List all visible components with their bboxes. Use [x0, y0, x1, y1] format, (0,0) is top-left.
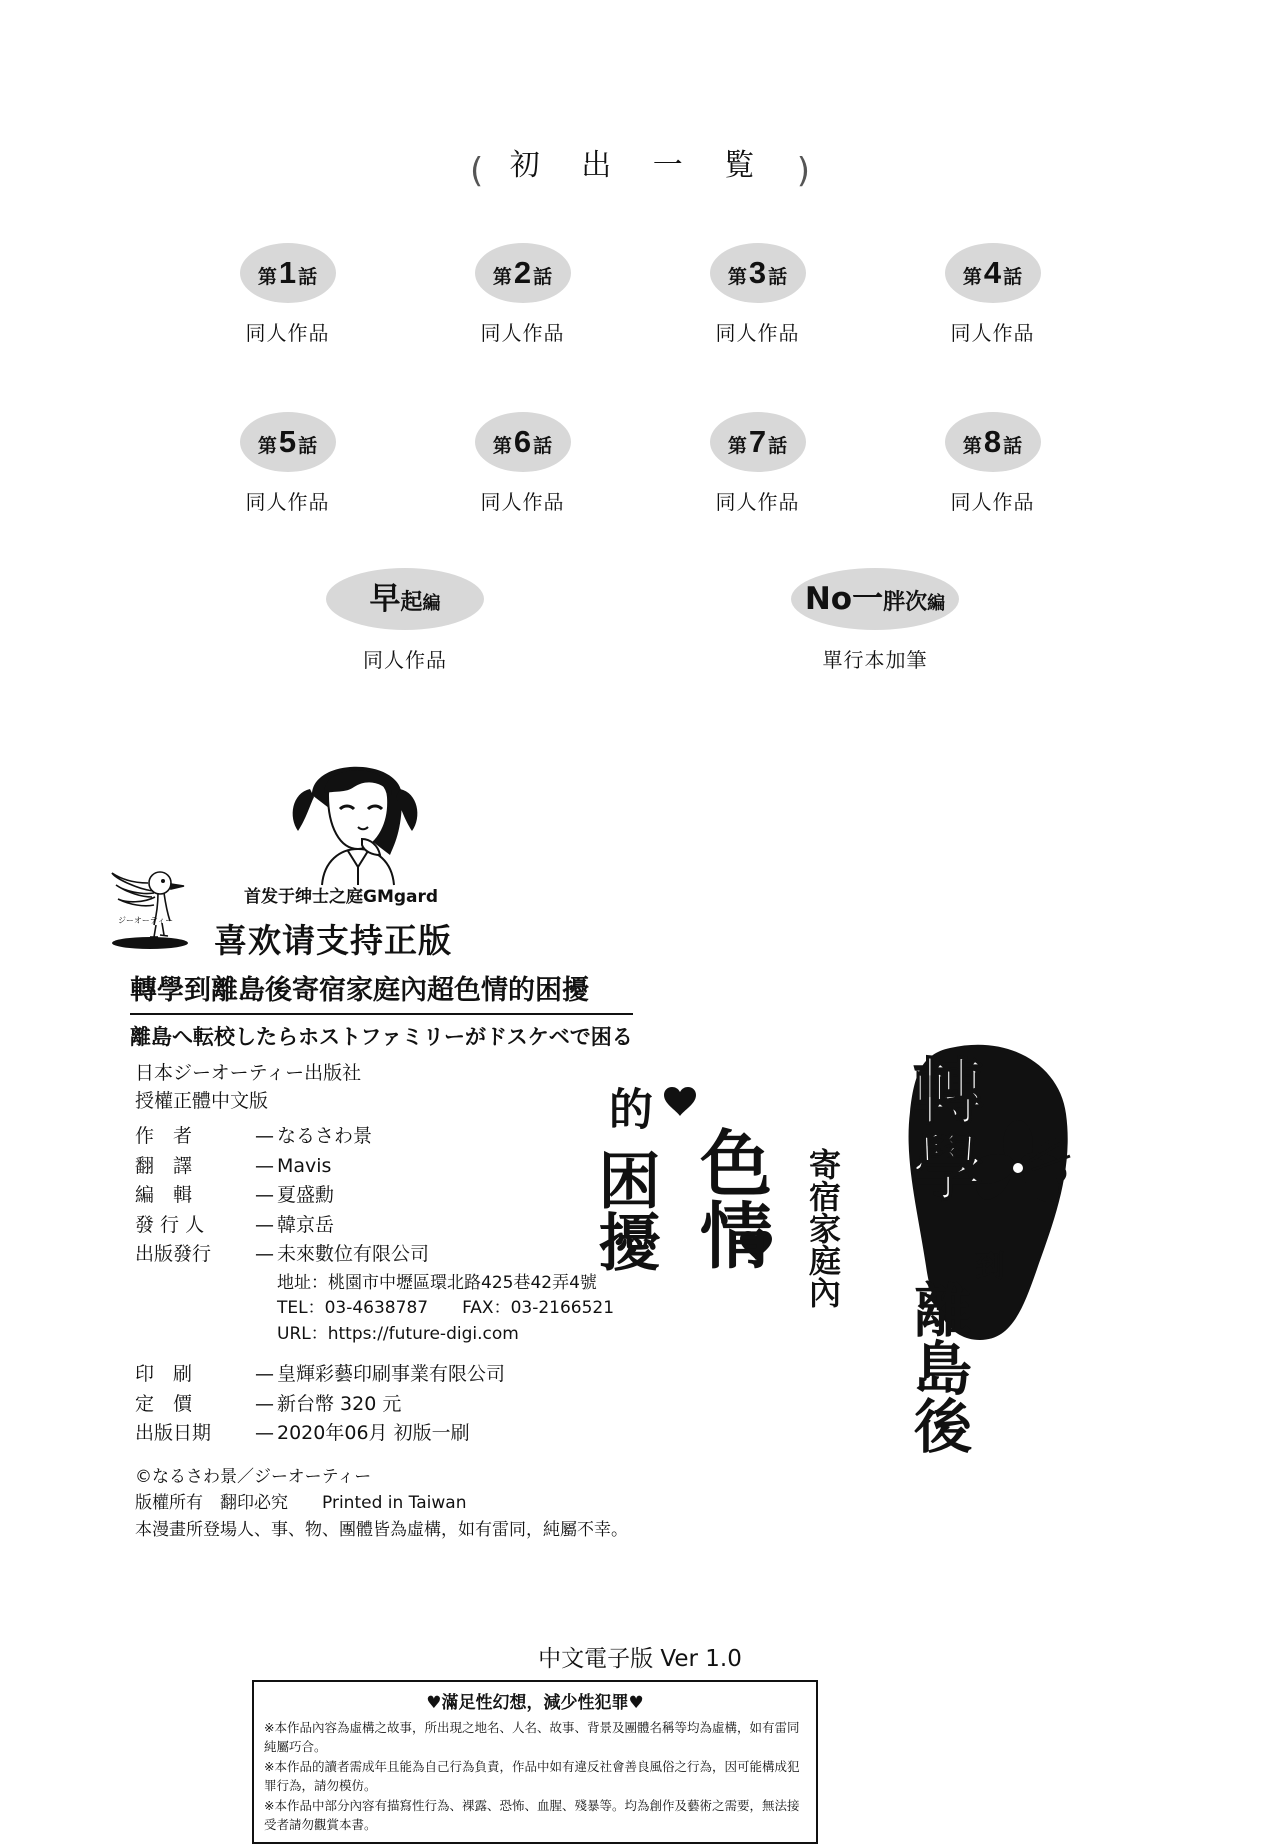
special-chapter-badge [791, 568, 959, 630]
chapter-source: 同人作品 [715, 490, 800, 514]
imprint-dash: — [255, 1125, 274, 1148]
legal-notice-box [252, 1680, 818, 1844]
chapter-suffix: 話 [298, 435, 318, 457]
chapter-number: 6 [513, 424, 532, 459]
imprint-dash: — [255, 1213, 274, 1236]
brace-right-decoration: ) [796, 150, 811, 191]
chapter-source: 同人作品 [245, 321, 330, 345]
chapter-suffix: 話 [768, 435, 788, 457]
girl-character-illustration [262, 735, 452, 895]
cover-logo-col-main: 轉學 [900, 1054, 984, 1206]
chapter-prefix: 第 [727, 435, 747, 457]
chapter-entry [405, 412, 640, 515]
notice-headline: ♥滿足性幻想，減少性犯罪♥ [426, 1693, 644, 1713]
chapter-prefix: 第 [257, 435, 277, 457]
imprint-phone: TEL：03-4638787 FAX：03-2166521 [277, 1298, 615, 1319]
imprint-label: 印 刷 [135, 1363, 193, 1386]
chapter-suffix: 話 [298, 266, 318, 288]
special-chapter-suffix: 編 [927, 593, 946, 614]
cover-logo-col-island: 離島後 [904, 1280, 972, 1454]
chapter-suffix: 話 [768, 266, 788, 288]
chapter-badge [240, 243, 336, 303]
chapter-number: 5 [278, 424, 297, 459]
imprint-url[interactable]: URL：https://future-digi.com [277, 1323, 519, 1344]
chapter-number: 2 [513, 255, 532, 290]
imprint-address: 地址：桃園市中壢區環北路425巷42弄4號 [277, 1272, 597, 1293]
chapter-source: 同人作品 [480, 490, 565, 514]
imprint-value: Mavis [277, 1154, 332, 1177]
cover-title-logo [560, 1040, 1100, 1460]
chapter-prefix: 第 [727, 266, 747, 288]
imprint-label: 作 者 [135, 1125, 193, 1148]
chapter-suffix: 話 [1003, 266, 1023, 288]
svg-text:ジーオーティー: ジーオーティー [118, 916, 174, 925]
special-chapter-title: No一 [804, 581, 884, 617]
notice-line: ※本作品中部分內容有描寫性行為、裸露、恐怖、血腥、殘暴等。均為創作及藝術之需要，無法接受者請勿觀賞本書。 [264, 1797, 800, 1832]
imprint-label: 發 行 人 [135, 1213, 205, 1236]
promo-support-text: 喜欢请支持正版 [214, 921, 452, 960]
chapter-badge [475, 243, 571, 303]
legal-rights: 版權所有 翻印必究 Printed in Taiwan [135, 1493, 467, 1514]
special-chapter-title-2: 胖次 [883, 590, 928, 615]
cover-logo-col-trouble: 困擾 [588, 1148, 661, 1272]
digital-version-label: 中文電子版 Ver 1.0 [538, 1646, 742, 1672]
chapter-list [170, 243, 1110, 581]
legal-copyright: ©なるさわ景／ジーオーティー [135, 1466, 372, 1487]
imprint-value: 皇輝彩藝印刷事業有限公司 [277, 1363, 506, 1386]
special-chapter-title: 早 [369, 581, 401, 617]
chapter-source: 同人作品 [245, 490, 330, 514]
chapter-source: 同人作品 [715, 321, 800, 345]
chapter-entry [170, 243, 405, 346]
imprint-label: 出版日期 [135, 1422, 212, 1445]
special-chapter-list [170, 568, 1110, 673]
chapter-entry [875, 243, 1110, 346]
chapter-prefix: 第 [492, 266, 512, 288]
promo-title-japanese: 離島へ転校したらホストファミリーがドスケベで困る [130, 1013, 633, 1051]
chapter-suffix: 話 [533, 435, 553, 457]
imprint-dash: — [255, 1392, 274, 1415]
cover-logo-col-super: 超 [708, 1054, 778, 1114]
chapter-prefix: 第 [492, 435, 512, 457]
chapter-badge [240, 412, 336, 472]
promo-block [130, 882, 750, 1051]
chapter-number: 7 [748, 424, 767, 459]
imprint-label: 編 輯 [135, 1184, 193, 1207]
chapter-number: 3 [748, 255, 767, 290]
special-chapter-suffix: 編 [422, 593, 441, 614]
special-chapter-source: 同人作品 [363, 648, 447, 672]
special-chapter-source: 單行本加筆 [822, 648, 928, 672]
cover-logo-col-de: 的 [601, 1086, 652, 1130]
chapter-badge [945, 412, 1041, 472]
cover-logo-col-erotic: 色情 [688, 1126, 772, 1270]
chapter-prefix: 第 [257, 266, 277, 288]
imprint-value: 夏盛勳 [277, 1184, 335, 1207]
chapter-source: 同人作品 [950, 321, 1035, 345]
imprint-dash: — [255, 1154, 274, 1177]
imprint-publisher-jp: 日本ジーオーティー出版社 [135, 1062, 362, 1084]
notice-line: ※本作品的讀者需成年且能為自己行為負責，作品中如有違反社會善良風俗之行為，因可能構成犯罪行為，請勿模仿。 [264, 1758, 800, 1794]
promo-title-chinese: 轉學到離島後寄宿家庭內超色情的困擾 [130, 975, 589, 1006]
chapter-entry [405, 243, 640, 346]
chapter-entry [640, 243, 875, 346]
chapter-prefix: 第 [962, 435, 982, 457]
chapter-entry [640, 412, 875, 515]
chapter-badge [710, 243, 806, 303]
imprint-value: 新台幣 320 元 [277, 1392, 402, 1415]
legal-block [135, 1464, 695, 1543]
chapter-entry [875, 412, 1110, 515]
cover-logo-col-to: 到 [969, 1250, 1004, 1280]
chapter-badge [710, 412, 806, 472]
imprint-dash: — [255, 1422, 274, 1445]
chapter-entry [170, 412, 405, 515]
special-chapter-title-2: 起 [400, 590, 423, 615]
page-title: 初 出 一 覧 [509, 148, 771, 183]
chapter-prefix: 第 [962, 266, 982, 288]
chapter-suffix: 話 [533, 266, 553, 288]
imprint-value: 2020年06月 初版一刷 [277, 1422, 470, 1445]
chapter-number: 1 [278, 255, 297, 290]
chapter-number: 8 [983, 424, 1002, 459]
notice-line: ※本作品內容為虛構之故事，所出現之地名、人名、故事、背景及團體名稱等均為虛構，如有雷同純屬巧合。 [264, 1720, 800, 1755]
imprint-label: 翻 譯 [135, 1154, 193, 1177]
chapter-suffix: 話 [1003, 435, 1023, 457]
brace-left-decoration: ( [469, 150, 484, 191]
legal-disclaimer: 本漫畫所登場人、事、物、團體皆為虛構，如有雷同，純屬不幸。 [135, 1519, 628, 1540]
imprint-dash: — [255, 1363, 274, 1386]
special-chapter-entry [640, 568, 1110, 673]
special-chapter-entry [170, 568, 640, 673]
chapter-source: 同人作品 [950, 490, 1035, 514]
imprint-label: 出版發行 [135, 1243, 212, 1266]
chapter-badge [475, 412, 571, 472]
imprint-dash: — [255, 1243, 274, 1266]
imprint-value: 未來數位有限公司 [277, 1243, 430, 1266]
imprint-value: なるさわ景 [277, 1125, 373, 1148]
cover-logo-col-homestay: 寄宿家庭內 [804, 1148, 842, 1308]
chapter-source: 同人作品 [480, 321, 565, 345]
chapter-number: 4 [983, 255, 1002, 290]
imprint-label: 定 價 [135, 1392, 193, 1415]
promo-source-note: 首发于绅士之庭GMgard [244, 887, 439, 907]
chapter-badge [945, 243, 1041, 303]
special-chapter-badge [326, 568, 484, 630]
imprint-value: 韓京岳 [277, 1213, 335, 1236]
imprint-license-line: 授權正體中文版 [135, 1089, 269, 1112]
imprint-dash: — [255, 1184, 274, 1207]
colophon-header [0, 140, 1280, 191]
